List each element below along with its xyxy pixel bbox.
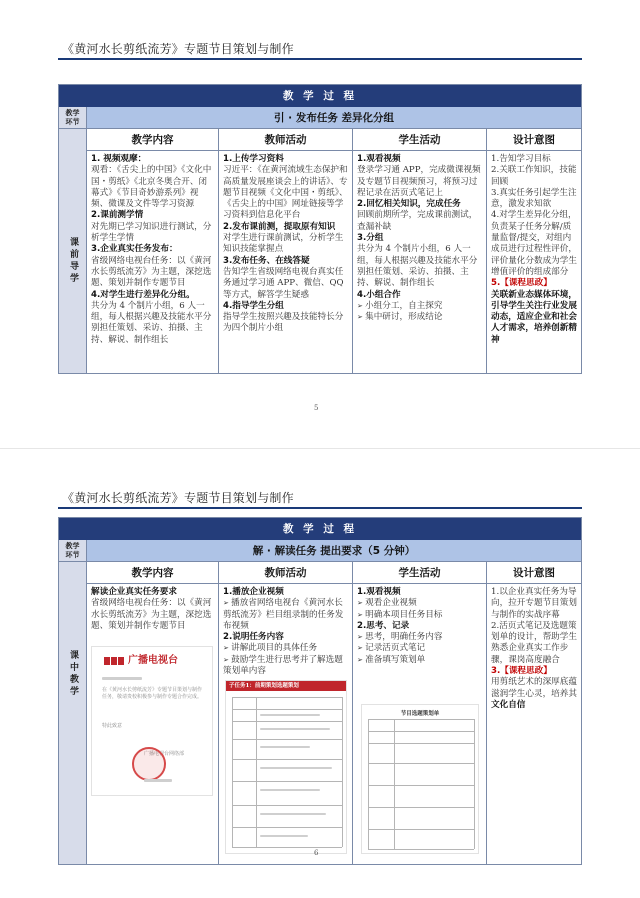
page-6 [0, 449, 640, 898]
page-number: 6 [314, 849, 319, 857]
task-bar: 引 · 发布任务 差异化分组 [87, 107, 581, 129]
process-header: 教 学 过 程 [59, 85, 581, 107]
letter-body: 在《黄河水长剪纸流芳》专题节目策划与制作任务，敬请贵校积极参与制作专题合作完成。 [102, 687, 203, 700]
letter-sign: 广播电视台网络部 [144, 751, 185, 757]
paragraph: 共分为 4 个制片小组，6 人一组，每人根据兴趣及技能水平分别担任策划、采访、拍摄、主持、解说、制作组长 [91, 300, 212, 345]
col-head-content: 教学内容 [87, 129, 219, 151]
redacted-line [102, 677, 142, 680]
paragraph: 省级网络电视台任务：以《黄河水长剪纸流芳》为主题，深挖选题、策划并制作专题节目 [91, 255, 212, 289]
paragraph: 告知学生省级网络电视台真实任务通过学习通 APP、微信、QQ 等方式，解答学生疑惑 [223, 266, 344, 300]
step-heading: 2.回忆相关知识，完成任务 [357, 199, 461, 210]
paragraph: 对学生进行课前测试，分析学生知识技能掌握点 [223, 233, 344, 255]
paragraph: 观看：《舌尖上的中国》《文化中国・剪纸》《北京冬奥合开、闭幕式》《节目奇妙游系列》视频、微课及文件等学习资源 [91, 165, 212, 210]
bullet-item: ➢ 小组分工，自主探究 [357, 301, 482, 312]
step-heading: 4.小组合作 [357, 289, 401, 300]
bullet-item: ➢ 观看企业视频 [357, 598, 482, 609]
bullet-item: ➢ 思考，明确任务内容 [357, 632, 482, 643]
segment-label: 课前导学 [68, 237, 78, 285]
paragraph: 1.告知学习目标 [491, 154, 551, 164]
header-rule [58, 58, 582, 60]
paragraph: 省级网络电视台任务：以《黄河水长剪纸流芳》为主题，深挖选题、策划并制作专题节目 [91, 598, 212, 631]
paragraph: 登录学习通 APP，完成微课视频及专题节目视频预习，将预习过程记录在活页式笔记上 [357, 165, 481, 198]
bullet-item: ➢ 集中研讨，形成结论 [357, 312, 482, 323]
step-heading: 1.播放企业视频 [223, 587, 284, 597]
paragraph: 4.对学生差异化分组，负责某子任务分解/质量监督/提交，对组内成员进行过程性评价，评价量化分数成为学生增值评价的组成部分 [491, 210, 577, 277]
segment-column [59, 540, 87, 864]
segment-head: 教学 环节 [59, 107, 86, 129]
paragraph: 5.【课程思政】 [491, 278, 552, 289]
header-rule [58, 507, 582, 509]
segment-column [59, 107, 87, 373]
bullet-item: ➢ 播放省网络电视台《黄河水长剪纸流芳》栏目组录制的任务发布视频 [223, 598, 348, 632]
step-heading: 2.说明任务内容 [223, 632, 284, 643]
page-number: 5 [314, 404, 319, 412]
bullet-item: ➢ 讲解此项目的具体任务 [223, 643, 348, 654]
step-heading: 2.课前测学情 [91, 210, 144, 221]
intent-cell [487, 151, 581, 373]
step-heading: 1. 视频观摩： [91, 154, 147, 164]
process-header: 教 学 过 程 [59, 518, 581, 540]
step-heading: 2.发布课前测，提取原有知识 [223, 221, 336, 232]
paragraph-text: 用剪纸艺术的深厚底蕴滋润学生心灵，培养其 [491, 677, 577, 699]
col-head-student: 学生活动 [353, 562, 487, 584]
redacted-line [144, 779, 172, 782]
document-header: 《黄河水长剪纸流芳》专题节目策划与制作 [62, 491, 294, 505]
task-letter-image [91, 646, 213, 796]
task-bar: 解 · 解读任务 提出要求（5 分钟） [87, 540, 581, 562]
bullet-item: ➢ 明确本项目任务目标 [357, 610, 482, 621]
segment-label: 课中教学 [68, 650, 78, 698]
paragraph: 指导学生按照兴趣及技能特长分为四个制片小组 [223, 312, 344, 334]
paragraph: 3.【课程思政】 [491, 666, 552, 677]
paragraph: 对先期已学习知识进行测试，分析学生学情 [91, 221, 212, 244]
col-head-intent: 设计意图 [487, 562, 581, 584]
sheet-title: 节目选题策划单 [400, 711, 440, 717]
topic-planning-sheet-image [361, 704, 479, 854]
step-heading: 解读企业真实任务要求 [91, 587, 177, 597]
planning-form-image [225, 680, 347, 854]
emphasis-text: 文化自信 [491, 699, 526, 710]
bullet-item: ➢ 准备填写策划单 [357, 655, 482, 666]
col-head-teacher: 教师活动 [219, 129, 353, 151]
logo-mark-icon [104, 657, 124, 665]
logo-text: 广播电视台 [128, 655, 178, 666]
letter-greeting: 特此致意 [102, 723, 123, 729]
step-heading: 1.上传学习资料 [223, 154, 284, 164]
student-cell [353, 584, 487, 864]
paragraph: 习近平：《在黄河流域生态保护和高质量发展座谈会上的讲话》、专题节目视频《文化中国・剪纸》、《舌尖上的中国》网址链接等学习资料到信息化平台 [223, 165, 348, 221]
col-head-intent: 设计意图 [487, 129, 581, 151]
step-heading: 1.观看视频 [357, 154, 401, 164]
teaching-process-table [58, 517, 582, 865]
step-heading: 1.观看视频 [357, 587, 401, 597]
step-heading: 2.思考、记录 [357, 620, 410, 631]
paragraph: 关联新业态媒体环境，引导学生关注行业发展动态，适应企业和社会人才需求，培养创新精神 [491, 289, 577, 345]
step-heading: 3.企业真实任务发布： [91, 244, 178, 255]
document-header: 《黄河水长剪纸流芳》专题节目策划与制作 [62, 42, 294, 56]
paragraph: 3.真实任务引起学生注意，激发求知欲 [491, 187, 577, 210]
step-heading: 4.对学生进行差异化分组。 [91, 289, 195, 300]
col-head-student: 学生活动 [353, 129, 487, 151]
teacher-cell [219, 584, 353, 864]
paragraph: 2.关联工作知识，技能回顾 [491, 165, 577, 187]
teaching-process-table [58, 84, 582, 374]
teacher-cell [219, 151, 353, 373]
step-heading: 3.发布任务、在线答疑 [223, 255, 310, 266]
intent-cell [487, 584, 581, 864]
bullet-item: ➢ 记录活页式笔记 [357, 643, 482, 654]
paragraph: 2.活页式笔记及选题策划单的设计，帮助学生熟悉企业真实工作步骤，课岗高度融合 [491, 620, 577, 665]
content-cell [87, 151, 219, 373]
paragraph: 回顾前期所学，完成课前测试，查漏补缺 [357, 210, 478, 232]
tv-logo [104, 655, 178, 666]
paragraph: 1.以企业真实任务为导向，拉开专题节目策划与制作的实战序幕 [491, 587, 577, 620]
form-header: 子任务1：前期策划选题策划 [226, 681, 346, 691]
paragraph [491, 677, 577, 711]
step-heading: 3.分组 [357, 233, 384, 244]
bullet-item: ➢ 鼓励学生进行思考并了解选题策划单内容 [223, 655, 348, 678]
segment-head: 教学 环节 [59, 540, 86, 562]
col-head-teacher: 教师活动 [219, 562, 353, 584]
step-heading: 4.指导学生分组 [223, 300, 284, 311]
col-head-content: 教学内容 [87, 562, 219, 584]
red-seal-icon [132, 747, 166, 781]
content-cell [87, 584, 219, 864]
paragraph: 共分为 4 个制片小组，6 人一组，每人根据兴趣及技能水平分别担任策划、采访、拍摄、主持、解说、制作组长 [357, 244, 478, 289]
student-cell [353, 151, 487, 373]
